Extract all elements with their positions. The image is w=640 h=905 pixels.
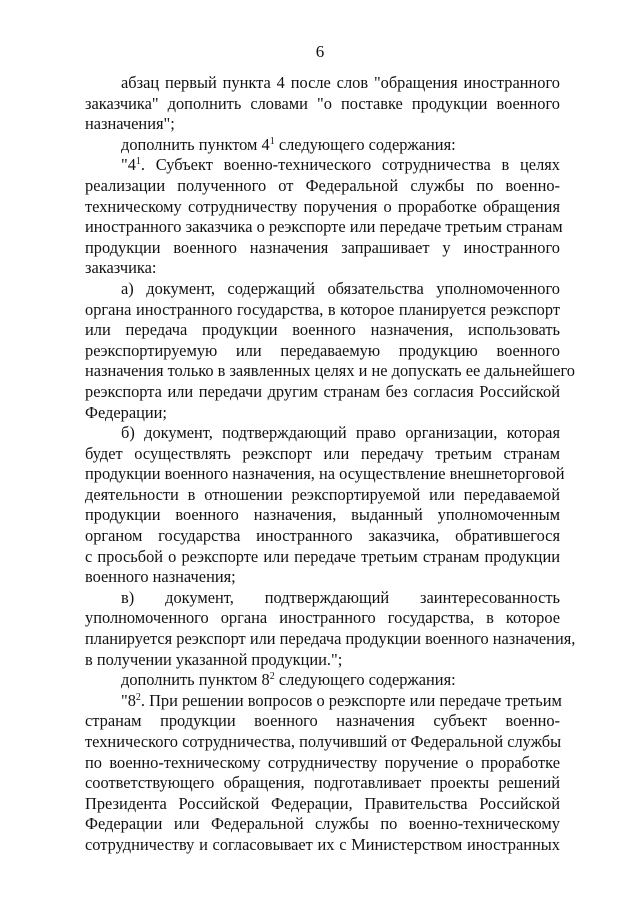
text-line: [85, 670, 560, 691]
line-text-continued: . Субъект военно-технического сотрудничества в целях: [140, 155, 560, 175]
text-line: [85, 423, 560, 444]
line-text: "4: [121, 155, 136, 175]
text-line: [85, 341, 560, 362]
line-text: заказчика" дополнить словами "о поставке продукции военного: [85, 93, 560, 113]
line-text: органом государства иностранного заказчика, обратившегося: [85, 526, 560, 546]
line-text: иностранного заказчика о реэкспорте или передаче третьим странам: [85, 217, 563, 237]
text-line: [85, 753, 560, 774]
line-text: в) документ, подтверждающий заинтересованность: [121, 587, 560, 607]
line-text: уполномоченного органа иностранного государства, в которое: [85, 608, 560, 628]
line-text: реализации полученного от Федеральной службы по военно-: [85, 175, 560, 195]
page-number: 6: [315, 42, 325, 61]
line-text: продукции военного назначения, выданный уполномоченным: [85, 505, 560, 525]
text-line: [85, 155, 560, 176]
line-text: деятельности в отношении реэкспортируемой или передаваемой: [85, 484, 560, 504]
text-line: [85, 526, 560, 547]
line-text-continued: . При решении вопросов о реэкспорте или передаче третьим: [140, 690, 562, 710]
line-text: с просьбой о реэкспорте или передаче третьим странам продукции: [85, 546, 560, 566]
line-text: заказчика:: [85, 258, 157, 278]
text-line: [85, 238, 560, 259]
text-line: [85, 814, 560, 835]
text-line: [85, 464, 565, 485]
text-line: [85, 485, 560, 506]
text-line: [85, 547, 560, 568]
line-text: или передача продукции военного назначения, использовать: [85, 320, 560, 340]
text-line: [85, 444, 560, 465]
line-text: продукции военного назначения, на осуществление внешнеторговой: [85, 464, 565, 484]
line-text: органа иностранного государства, в которое планируется реэкспорт: [85, 299, 560, 319]
line-text-continued: следующего содержания:: [274, 134, 456, 154]
text-line: [85, 361, 575, 382]
text-line: [85, 505, 560, 526]
superscript-number: 1: [269, 135, 275, 147]
superscript-number: 2: [269, 671, 275, 683]
text-line: [85, 300, 560, 321]
line-text: технического сотрудничества, получивший от Федеральной службы: [85, 732, 562, 751]
line-text: планируется реэкспорт или передача продукции военного назначения,: [85, 629, 576, 649]
text-line: [85, 794, 560, 815]
superscript-number: 2: [135, 691, 141, 703]
line-text: б) документ, подтверждающий право организации, которая: [121, 423, 560, 443]
text-line: [85, 217, 563, 238]
line-text: в получении указанной продукции.";: [85, 649, 343, 669]
document-body: [85, 73, 576, 856]
text-line: [85, 73, 560, 94]
text-line: [85, 279, 560, 300]
text-line: [85, 258, 560, 279]
line-text-continued: следующего содержания:: [274, 670, 456, 690]
text-line: [85, 94, 560, 115]
text-line: [85, 320, 560, 341]
line-text: техническому сотрудничеству поручения о проработке обращения: [85, 196, 560, 216]
text-line: [85, 608, 560, 629]
line-text: назначения только в заявленных целях и не допускать ее дальнейшего: [85, 361, 575, 381]
line-text: продукции военного назначения запрашивает у иностранного: [85, 237, 560, 257]
line-text: дополнить пунктом 8: [121, 670, 270, 690]
line-text: по военно-техническому сотрудничеству поручение о проработке: [85, 752, 560, 772]
line-text: Федерации или Федеральной службы по военно-техническому: [85, 814, 560, 834]
text-line: [85, 567, 560, 588]
text-line: [85, 197, 560, 218]
line-text: сотрудничеству и согласовывает их с Министерством иностранных: [85, 834, 560, 854]
text-line: [85, 691, 560, 712]
line-text: назначения";: [85, 114, 175, 134]
line-text: "8: [121, 690, 136, 710]
line-text: абзац первый пункта 4 после слов "обращения иностранного: [121, 73, 560, 92]
superscript-number: 1: [135, 156, 141, 168]
line-text: реэкспорта или передачи другим странам без согласия Российской: [85, 381, 560, 401]
text-line: [85, 629, 576, 650]
text-line: [85, 114, 560, 135]
text-line: [85, 176, 560, 197]
line-text: а) документ, содержащий обязательства уполномоченного: [121, 278, 560, 298]
text-line: [85, 382, 560, 403]
text-line: [85, 588, 560, 609]
line-text: военного назначения;: [85, 567, 236, 587]
line-text: странам продукции военного назначения субъект военно-: [85, 711, 560, 731]
text-line: [85, 773, 560, 794]
line-text: будет осуществлять реэкспорт или передачу третьим странам: [85, 443, 560, 463]
line-text: соответствующего обращения, подготавливает проекты решений: [85, 773, 560, 793]
text-line: [85, 732, 560, 753]
line-text: Федерации;: [85, 402, 167, 422]
line-text: Президента Российской Федерации, Правительства Российской: [85, 793, 560, 813]
text-line: [85, 135, 560, 156]
text-line: [85, 711, 560, 732]
line-text: реэкспортируемую или передаваемую продукцию военного: [85, 340, 560, 360]
text-line: [85, 650, 560, 671]
line-text: дополнить пунктом 4: [121, 134, 270, 154]
text-line: [85, 835, 560, 856]
text-line: [85, 403, 560, 424]
